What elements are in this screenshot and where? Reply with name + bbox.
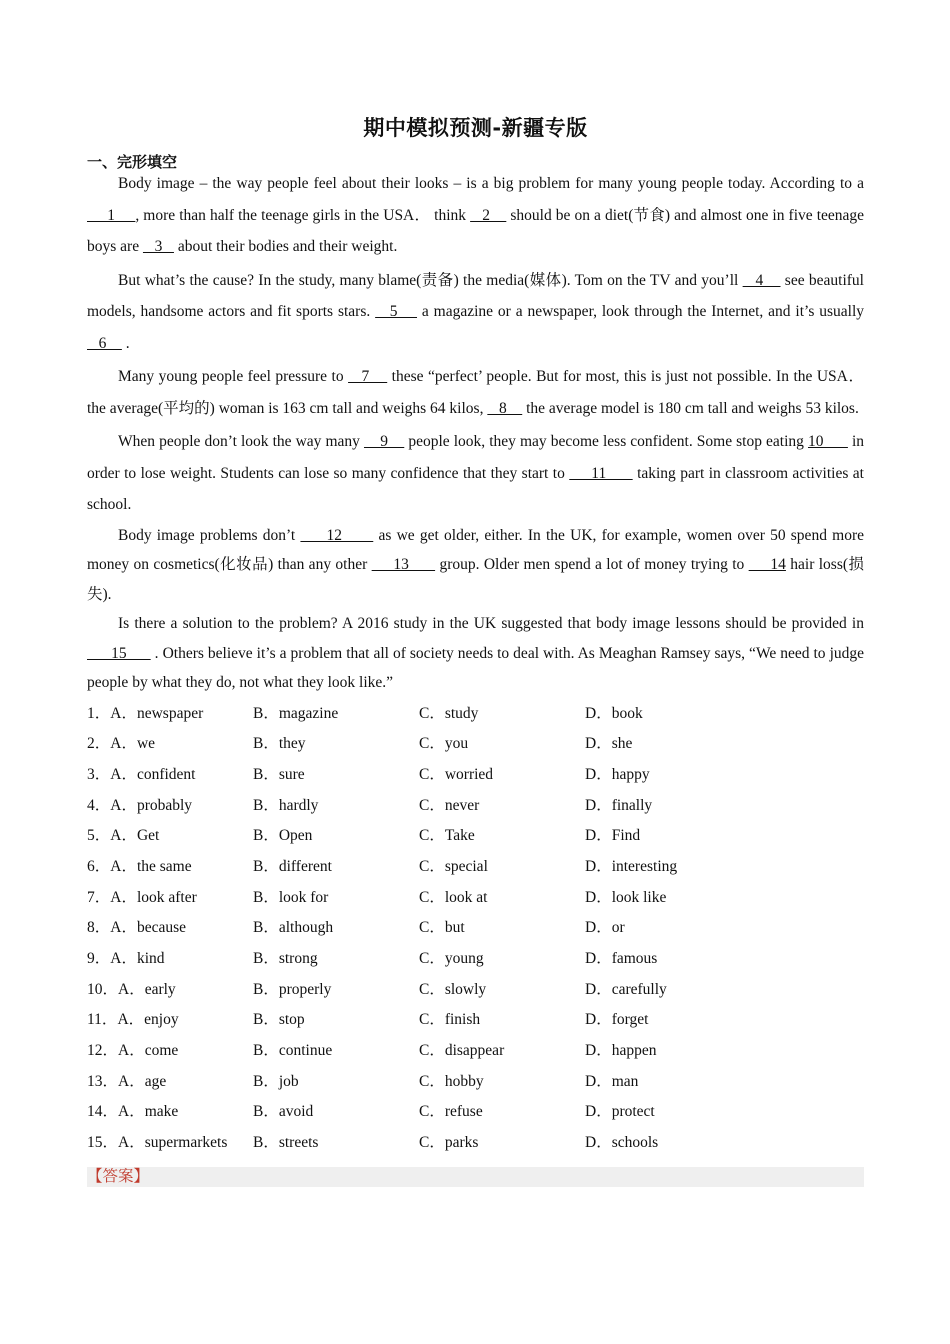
- passage-text: Many young people feel pressure to: [118, 368, 349, 385]
- option-d: D．protect: [585, 1103, 655, 1121]
- option-row: [87, 944, 864, 975]
- option-a: A．probably: [110, 796, 193, 814]
- option-cell: [87, 975, 253, 1006]
- cloze-passage: [87, 168, 864, 698]
- document-page: [87, 112, 864, 1187]
- option-row: [87, 883, 864, 914]
- option-cell: [87, 791, 253, 822]
- option-row: [87, 1067, 864, 1098]
- option-cell: [253, 729, 419, 760]
- option-d: D．book: [585, 704, 643, 722]
- option-cell: [87, 821, 253, 852]
- option-cell: [419, 852, 585, 883]
- question-number: 12．: [87, 1042, 119, 1060]
- question-number: 15．: [87, 1134, 119, 1152]
- option-cell: [253, 1128, 419, 1159]
- option-cell: [585, 1128, 785, 1159]
- option-cell: [87, 699, 253, 730]
- option-d: D．look like: [585, 888, 667, 906]
- option-cell: [585, 821, 785, 852]
- cloze-blank: 10: [807, 433, 848, 450]
- passage-text: .: [121, 334, 130, 352]
- passage-text: Body image problems don’t: [118, 526, 301, 544]
- question-number: 3．: [87, 765, 111, 783]
- option-b: B．properly: [253, 980, 332, 998]
- option-row: [87, 760, 864, 791]
- option-row: [87, 1036, 864, 1067]
- passage-text: in order to lose weight. Students can lose so many confidence that they start to: [87, 433, 865, 482]
- option-cell: [87, 852, 253, 883]
- cloze-blank: 14: [748, 556, 786, 573]
- option-c: C．special: [419, 857, 488, 875]
- question-number: 11．: [87, 1011, 118, 1029]
- option-cell: [87, 883, 253, 914]
- answer-label: 【答案】: [87, 1167, 864, 1187]
- page-title: 期中模拟预测-新疆专版: [363, 116, 588, 140]
- question-number: 14．: [87, 1103, 119, 1121]
- option-cell: [419, 1128, 585, 1159]
- option-row: [87, 729, 864, 760]
- option-a: A．early: [118, 980, 176, 998]
- passage-text: the average model is 180 cm tall and weighs 53 kilos.: [522, 399, 859, 417]
- cloze-blank: 8: [487, 399, 523, 417]
- question-number: 7．: [87, 888, 111, 906]
- option-cell: [419, 791, 585, 822]
- passage-text: hair loss(损失).: [87, 556, 865, 603]
- option-row: [87, 699, 864, 730]
- option-row: [87, 975, 864, 1006]
- option-cell: [585, 944, 785, 975]
- option-row: [87, 1097, 864, 1128]
- option-cell: [87, 913, 253, 944]
- passage-text: people look, they may become less confident. Some stop eating: [404, 433, 808, 450]
- option-c: C．young: [419, 950, 484, 967]
- option-row: [87, 852, 864, 883]
- option-d: D．or: [585, 919, 625, 937]
- option-b: B．look for: [253, 888, 329, 906]
- cloze-blank: 12: [300, 526, 374, 544]
- cloze-blank: 13: [371, 556, 436, 573]
- option-cell: [419, 975, 585, 1006]
- option-row: [87, 791, 864, 822]
- option-cell: [419, 699, 585, 730]
- option-row: [87, 1005, 864, 1036]
- option-cell: [87, 1097, 253, 1128]
- option-a: A．Get: [110, 827, 160, 845]
- option-c: C．parks: [419, 1134, 479, 1152]
- paragraph-4: [87, 426, 864, 521]
- question-number: 13．: [87, 1072, 119, 1090]
- option-cell: [253, 975, 419, 1006]
- section-heading: 一、完形填空: [87, 153, 178, 171]
- option-c: C．you: [419, 735, 469, 753]
- option-row: [87, 821, 864, 852]
- answer-options: [87, 699, 864, 1159]
- option-d: D．schools: [585, 1134, 659, 1152]
- option-cell: [419, 913, 585, 944]
- passage-text: . Others believe it’s a problem that all of society needs to deal with. As Meaghan Ramsey says, “We need to judge people by what they do, not what they look like.”: [87, 644, 865, 691]
- option-cell: [87, 760, 253, 791]
- option-d: D．Find: [585, 827, 641, 845]
- option-b: B．although: [253, 919, 334, 937]
- option-cell: [419, 1067, 585, 1098]
- option-a: A．come: [118, 1042, 179, 1060]
- option-a: A．the same: [110, 857, 192, 875]
- option-cell: [253, 791, 419, 822]
- option-b: B．job: [253, 1072, 299, 1090]
- option-c: C．finish: [419, 1011, 481, 1029]
- option-d: D．carefully: [585, 980, 667, 998]
- passage-text: as we get older, either. In the UK, for example, women over 50 spend more money on cosmetics(化妆品) than any other: [87, 526, 864, 573]
- cloze-blank: 6: [87, 334, 122, 352]
- option-cell: [585, 699, 785, 730]
- option-cell: [419, 944, 585, 975]
- cloze-blank: 3: [142, 238, 174, 255]
- option-a: A．supermarkets: [118, 1134, 228, 1152]
- option-d: D．famous: [585, 950, 658, 967]
- cloze-blank: 1: [87, 206, 136, 224]
- option-d: D．happy: [585, 765, 650, 783]
- option-cell: [253, 1036, 419, 1067]
- option-b: B．avoid: [253, 1103, 314, 1121]
- option-b: B．hardly: [253, 796, 319, 814]
- question-number: 6．: [87, 857, 111, 875]
- option-c: C．slowly: [419, 980, 487, 998]
- option-b: B．stop: [253, 1011, 305, 1029]
- passage-text: taking part in classroom activities at school.: [87, 464, 864, 513]
- option-c: C．never: [419, 796, 480, 814]
- question-number: 8．: [87, 919, 111, 937]
- cloze-blank: 4: [742, 271, 781, 289]
- option-d: D．forget: [585, 1011, 649, 1029]
- option-cell: [253, 944, 419, 975]
- option-c: C．disappear: [419, 1042, 505, 1060]
- cloze-blank: 2: [470, 206, 507, 224]
- option-cell: [253, 1067, 419, 1098]
- option-cell: [253, 699, 419, 730]
- option-cell: [253, 1097, 419, 1128]
- paragraph-1: [87, 168, 864, 263]
- passage-text: see beautiful models, handsome actors and fit sports stars.: [87, 271, 864, 320]
- option-c: C．worried: [419, 765, 494, 783]
- option-b: B．magazine: [253, 704, 339, 722]
- option-cell: [87, 1036, 253, 1067]
- passage-text: these “perfect’ people. But for most, this is just not possible. In the USA．the average(平均的) woman is 163 cm tall and weighs 64 kilos,: [87, 368, 864, 417]
- passage-text: Body image – the way people feel about their looks – is a big problem for many young people today. According to a: [118, 175, 864, 192]
- option-cell: [419, 821, 585, 852]
- option-c: C．refuse: [419, 1103, 483, 1121]
- option-d: D．happen: [585, 1042, 657, 1060]
- question-number: 2．: [87, 735, 111, 753]
- cloze-blank: 9: [363, 433, 405, 450]
- option-d: D．man: [585, 1072, 639, 1090]
- passage-text: Is there a solution to the problem? A 2016 study in the UK suggested that body image lessons should be provided in: [118, 615, 864, 632]
- passage-text: should be on a diet(节食) and almost one in five teenage boys are: [87, 206, 865, 255]
- option-d: D．interesting: [585, 857, 678, 875]
- option-cell: [585, 1005, 785, 1036]
- option-a: A．make: [118, 1103, 179, 1121]
- option-cell: [585, 883, 785, 914]
- option-cell: [253, 1005, 419, 1036]
- option-cell: [87, 1005, 253, 1036]
- option-b: B．different: [253, 857, 332, 875]
- passage-text: But what’s the cause? In the study, many blame(责备) the media(媒体). Tom on the TV and you’ll: [118, 271, 743, 289]
- option-cell: [585, 852, 785, 883]
- question-number: 1．: [87, 704, 111, 722]
- option-c: C．look at: [419, 888, 488, 906]
- option-b: B．sure: [253, 765, 305, 783]
- option-cell: [585, 760, 785, 791]
- option-cell: [253, 852, 419, 883]
- option-cell: [585, 913, 785, 944]
- option-cell: [87, 1128, 253, 1159]
- option-cell: [419, 1036, 585, 1067]
- option-b: B．continue: [253, 1042, 333, 1060]
- option-cell: [87, 944, 253, 975]
- option-cell: [585, 1067, 785, 1098]
- option-d: D．finally: [585, 796, 653, 814]
- option-a: A．newspaper: [110, 704, 204, 722]
- option-row: [87, 913, 864, 944]
- option-c: C．Take: [419, 827, 475, 845]
- option-a: A．because: [110, 919, 187, 937]
- paragraph-5: [87, 521, 864, 610]
- option-cell: [419, 729, 585, 760]
- question-number: 5．: [87, 827, 111, 845]
- option-a: A．we: [110, 735, 156, 753]
- passage-text: , more than half the teenage girls in the USA． think: [135, 206, 471, 224]
- option-cell: [585, 791, 785, 822]
- option-cell: [87, 1067, 253, 1098]
- option-c: C．but: [419, 919, 465, 937]
- question-number: 4．: [87, 796, 111, 814]
- option-cell: [253, 760, 419, 791]
- option-cell: [419, 1005, 585, 1036]
- option-cell: [87, 729, 253, 760]
- option-cell: [419, 760, 585, 791]
- passage-text: group. Older men spend a lot of money trying to: [435, 556, 749, 573]
- option-a: A．look after: [110, 888, 197, 906]
- option-a: A．age: [118, 1072, 167, 1090]
- cloze-blank: 11: [569, 464, 633, 482]
- option-cell: [253, 883, 419, 914]
- paragraph-2: [87, 265, 864, 360]
- option-b: B．streets: [253, 1134, 319, 1152]
- option-cell: [419, 1097, 585, 1128]
- option-cell: [253, 821, 419, 852]
- paragraph-3: [87, 361, 864, 424]
- option-a: A．enjoy: [117, 1011, 179, 1029]
- question-number: 9．: [87, 950, 111, 967]
- option-cell: [585, 1097, 785, 1128]
- passage-text: about their bodies and their weight.: [173, 238, 398, 255]
- option-cell: [585, 1036, 785, 1067]
- option-row: [87, 1128, 864, 1159]
- option-cell: [419, 883, 585, 914]
- option-b: B．Open: [253, 827, 313, 845]
- option-cell: [253, 913, 419, 944]
- option-cell: [585, 729, 785, 760]
- cloze-blank: 7: [348, 368, 388, 385]
- question-number: 10．: [87, 980, 119, 998]
- option-b: B．strong: [253, 950, 318, 967]
- option-b: B．they: [253, 735, 306, 753]
- cloze-blank: 5: [375, 303, 418, 320]
- option-c: C．study: [419, 704, 479, 722]
- option-cell: [585, 975, 785, 1006]
- passage-text: a magazine or a newspaper, look through the Internet, and it’s usually: [417, 303, 865, 320]
- passage-text: When people don’t look the way many: [118, 433, 364, 450]
- option-a: A．confident: [110, 765, 196, 783]
- paragraph-6: [87, 609, 864, 698]
- option-c: C．hobby: [419, 1072, 484, 1090]
- cloze-blank: 15: [87, 644, 151, 662]
- option-a: A．kind: [110, 950, 165, 967]
- option-d: D．she: [585, 735, 633, 753]
